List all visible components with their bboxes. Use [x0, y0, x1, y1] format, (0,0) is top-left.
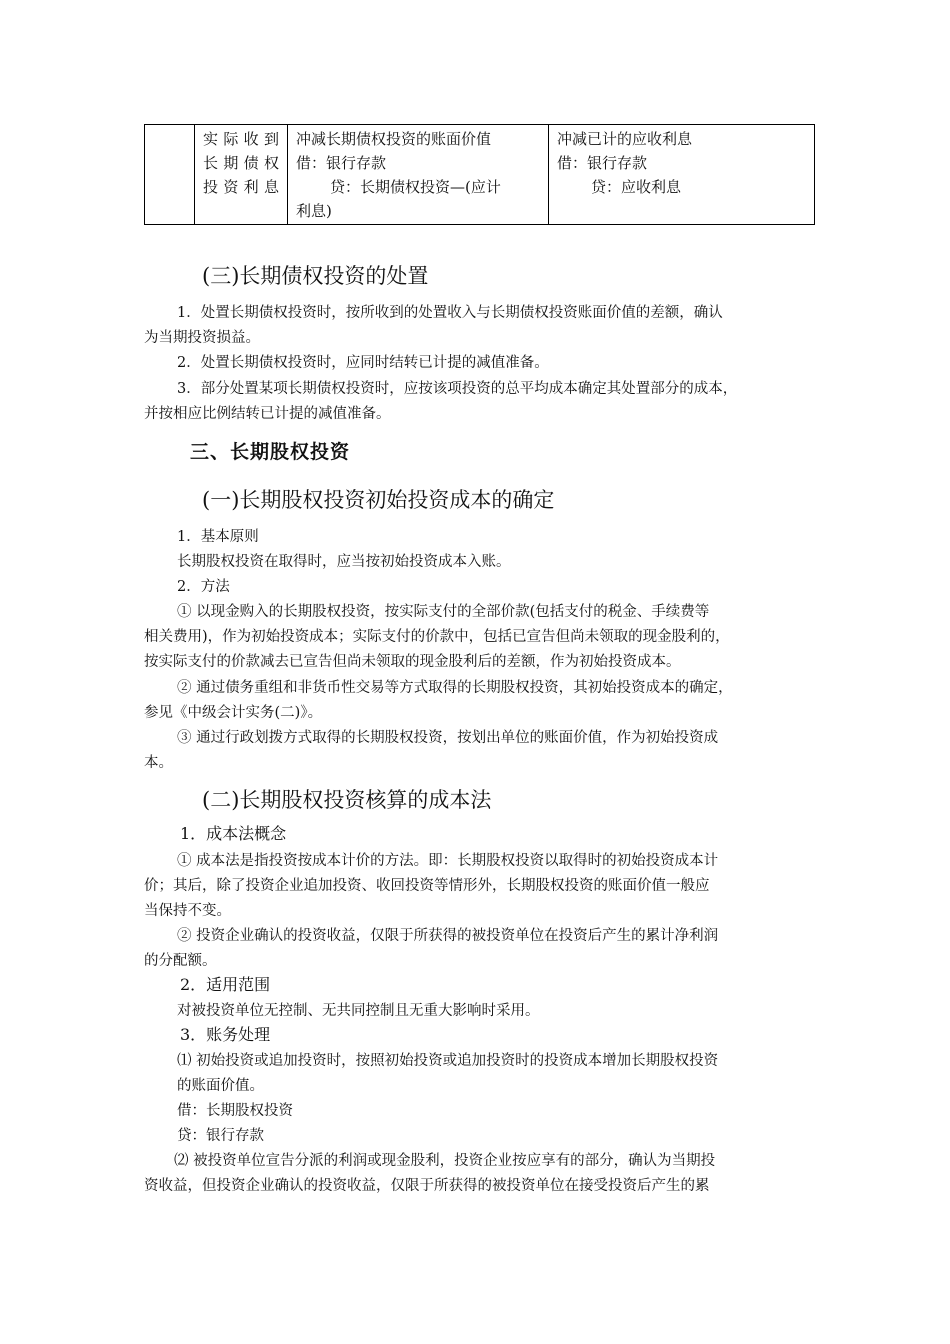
section-title: (一)长期股权投资初始投资成本的确定	[202, 488, 555, 512]
paragraph: 按实际支付的价款减去已宣告但尚未领取的现金股利后的差额，作为初始投资成本。	[144, 654, 681, 670]
table-cell-empty	[145, 125, 195, 225]
journal-credit: 贷：银行存款	[177, 1128, 264, 1144]
paragraph: 2．方法	[177, 579, 230, 595]
table-cell-event	[195, 125, 288, 225]
paragraph: ② 投资企业确认的投资收益，仅限于所获得的被投资单位在投资后产生的累计净利润	[177, 928, 719, 944]
paragraph: 1．基本原则	[177, 529, 259, 545]
cell-text: 借：银行存款	[296, 154, 387, 172]
section-title: (三)长期债权投资的处置	[202, 264, 429, 288]
cell-text: 贷：应收利息	[591, 178, 682, 196]
paragraph: 资收益，但投资企业确认的投资收益，仅限于所获得的被投资单位在接受投资后产生的累	[144, 1178, 710, 1194]
cell-text: 长期债权	[203, 154, 280, 172]
paragraph: 当保持不变。	[144, 903, 231, 919]
table-cell-method-b	[549, 125, 815, 225]
paragraph: 2．处置长期债权投资时，应同时结转已计提的减值准备。	[177, 355, 549, 371]
cell-text: 冲减已计的应收利息	[557, 130, 693, 148]
table-cell-method-a	[288, 125, 549, 225]
paragraph: 长期股权投资在取得时，应当按初始投资成本入账。	[177, 554, 511, 570]
paragraph: 3．部分处置某项长期债权投资时，应按该项投资的总平均成本确定其处置部分的成本，	[177, 381, 738, 397]
subheading: 1．成本法概念	[180, 824, 287, 843]
table-row	[145, 125, 815, 225]
paragraph: ⑵ 被投资单位宣告分派的利润或现金股利，投资企业按应享有的部分，确认为当期投	[174, 1153, 716, 1169]
journal-debit: 借：长期股权投资	[177, 1103, 293, 1119]
section-title: (二)长期股权投资核算的成本法	[202, 788, 492, 812]
paragraph: 价；其后，除了投资企业追加投资、收回投资等情形外，长期股权投资的账面价值一般应	[144, 878, 710, 894]
cell-text: 贷：长期债权投资—(应计	[330, 178, 501, 196]
subheading: 2．适用范围	[180, 975, 271, 994]
cell-text: 投资利息	[203, 178, 280, 196]
paragraph: 为当期投资损益。	[144, 330, 260, 346]
paragraph: ② 通过债务重组和非货币性交易等方式取得的长期股权投资，其初始投资成本的确定，	[177, 680, 733, 696]
cell-text: 实际收到	[203, 130, 280, 148]
paragraph: 相关费用)，作为初始投资成本；实际支付的价款中，包括已宣告但尚未领取的现金股利的，	[144, 629, 730, 645]
cell-text: 利息)	[296, 202, 332, 220]
paragraph: ① 以现金购入的长期股权投资，按实际支付的全部价款(包括支付的税金、手续费等	[177, 604, 710, 620]
cell-text: 冲减长期债权投资的账面价值	[296, 130, 492, 148]
paragraph: 本。	[144, 755, 173, 771]
paragraph: ③ 通过行政划拨方式取得的长期股权投资，按划出单位的账面价值，作为初始投资成	[177, 730, 719, 746]
paragraph: 对被投资单位无控制、无共同控制且无重大影响时采用。	[177, 1003, 540, 1019]
paragraph: 1．处置长期债权投资时，按所收到的处置收入与长期债权投资账面价值的差额，确认	[177, 305, 723, 321]
paragraph: 的分配额。	[144, 953, 217, 969]
paragraph: 的账面价值。	[177, 1078, 264, 1094]
subheading: 3．账务处理	[180, 1025, 271, 1044]
paragraph: 参见《中级会计实务(二)》。	[144, 705, 323, 721]
paragraph: ① 成本法是指投资按成本计价的方法。即：长期股权投资以取得时的初始投资成本计	[177, 853, 719, 869]
paragraph: 并按相应比例结转已计提的减值准备。	[144, 406, 391, 422]
paragraph: ⑴ 初始投资或追加投资时，按照初始投资或追加投资时的投资成本增加长期股权投资	[177, 1053, 719, 1069]
cell-text: 借：银行存款	[557, 154, 648, 172]
chapter-heading: 三、长期股权投资	[190, 441, 351, 463]
accounting-table	[144, 124, 815, 225]
